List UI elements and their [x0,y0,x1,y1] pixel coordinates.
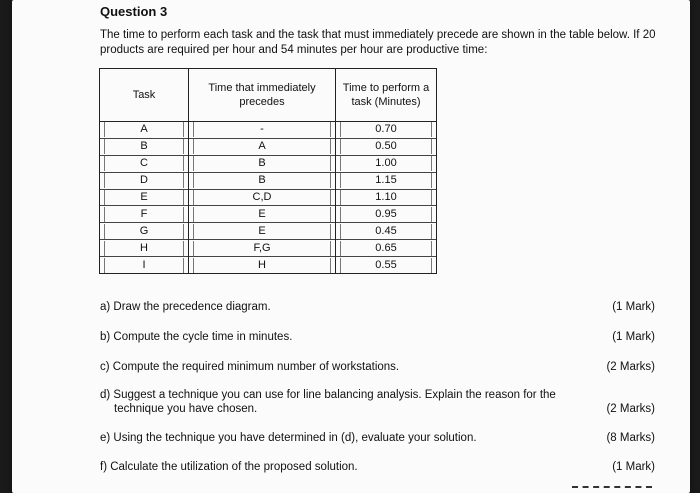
table-row [100,155,437,172]
task-cell-value: A [104,122,184,137]
task-cell-value: H [104,241,184,256]
precedes-cell [189,223,336,240]
task-table [99,68,437,274]
precedes-cell-value: H [193,258,331,273]
table-row [100,223,437,240]
precedes-cell-value: B [193,156,331,171]
time-cell [336,172,437,189]
precedes-cell [189,122,336,139]
precedes-cell-value: - [193,122,331,137]
time-cell [336,240,437,257]
task-cell-value: I [104,258,184,273]
time-cell [336,189,437,206]
task-cell [100,206,189,223]
part-c-text: c) Compute the required minimum number of workstations. [100,361,400,373]
part-c [100,360,655,374]
task-cell-value: D [104,173,184,188]
time-cell-value: 0.50 [340,139,432,154]
task-cell [100,155,189,172]
task-cell-value: F [104,207,184,222]
part-c-marks: (2 Marks) [606,361,655,373]
time-cell-value: 0.95 [340,207,432,222]
header-time: Time to perform a task (Minutes) [336,69,437,122]
precedes-cell-value: B [193,173,331,188]
question-intro: The time to perform each task and the task that must immediately precede are shown in the table below. If 20 products are required per hour and 54 minutes per hour are productive time: [100,29,656,56]
task-cell [100,257,189,274]
table-row [100,122,437,139]
precedes-cell-value: A [193,139,331,154]
part-e-text: e) Using the technique you have determined in (d), evaluate your solution. [100,432,477,444]
task-cell [100,223,189,240]
task-cell [100,240,189,257]
table-row [100,138,437,155]
task-cell-value: C [104,156,184,171]
time-cell [336,122,437,139]
table-row [100,206,437,223]
precedes-cell [189,155,336,172]
part-d-text: d) Suggest a technique you can use for line balancing analysis. Explain the reason for the [100,389,556,401]
part-b-text: b) Compute the cycle time in minutes. [100,331,293,343]
part-a-marks: (1 Mark) [612,301,655,313]
part-a-text: a) Draw the precedence diagram. [100,301,271,313]
precedes-cell [189,240,336,257]
task-cell [100,122,189,139]
table-row [100,257,437,274]
time-cell [336,206,437,223]
part-d-marks: (2 Marks) [606,403,655,415]
cut-off-text-fragment [572,486,652,492]
part-e [100,431,655,445]
table-row [100,189,437,206]
question-title: Question 3 [100,4,168,19]
precedes-cell-value: E [193,207,331,222]
precedes-cell-value: C,D [193,190,331,205]
part-b [100,330,655,344]
question-page [12,0,690,493]
header-task: Task [100,69,189,122]
time-cell-value: 0.70 [340,122,432,137]
table-header-row [100,69,437,122]
task-cell [100,172,189,189]
precedes-cell [189,189,336,206]
part-b-marks: (1 Mark) [612,331,655,343]
task-cell-value: G [104,224,184,239]
time-cell-value: 0.45 [340,224,432,239]
table-row [100,172,437,189]
precedes-cell [189,138,336,155]
time-cell [336,223,437,240]
precedes-cell-value: F,G [193,241,331,256]
part-a [100,300,655,314]
time-cell-value: 1.15 [340,173,432,188]
precedes-cell [189,257,336,274]
time-cell-value: 0.65 [340,241,432,256]
header-precedes: Time that immediately precedes [189,69,336,122]
task-cell-value: E [104,190,184,205]
time-cell-value: 1.00 [340,156,432,171]
part-d [100,388,655,416]
time-cell [336,155,437,172]
time-cell [336,257,437,274]
precedes-cell [189,172,336,189]
part-f-marks: (1 Mark) [612,461,655,473]
time-cell [336,138,437,155]
task-cell [100,189,189,206]
time-cell-value: 0.55 [340,258,432,273]
precedes-cell [189,206,336,223]
task-cell [100,138,189,155]
part-f-text: f) Calculate the utilization of the proposed solution. [100,461,358,473]
task-cell-value: B [104,139,184,154]
part-f [100,460,655,474]
task-table-body [100,122,437,274]
part-d-continuation: technique you have chosen. [114,403,258,415]
time-cell-value: 1.10 [340,190,432,205]
part-e-marks: (8 Marks) [606,432,655,444]
precedes-cell-value: E [193,224,331,239]
table-row [100,240,437,257]
